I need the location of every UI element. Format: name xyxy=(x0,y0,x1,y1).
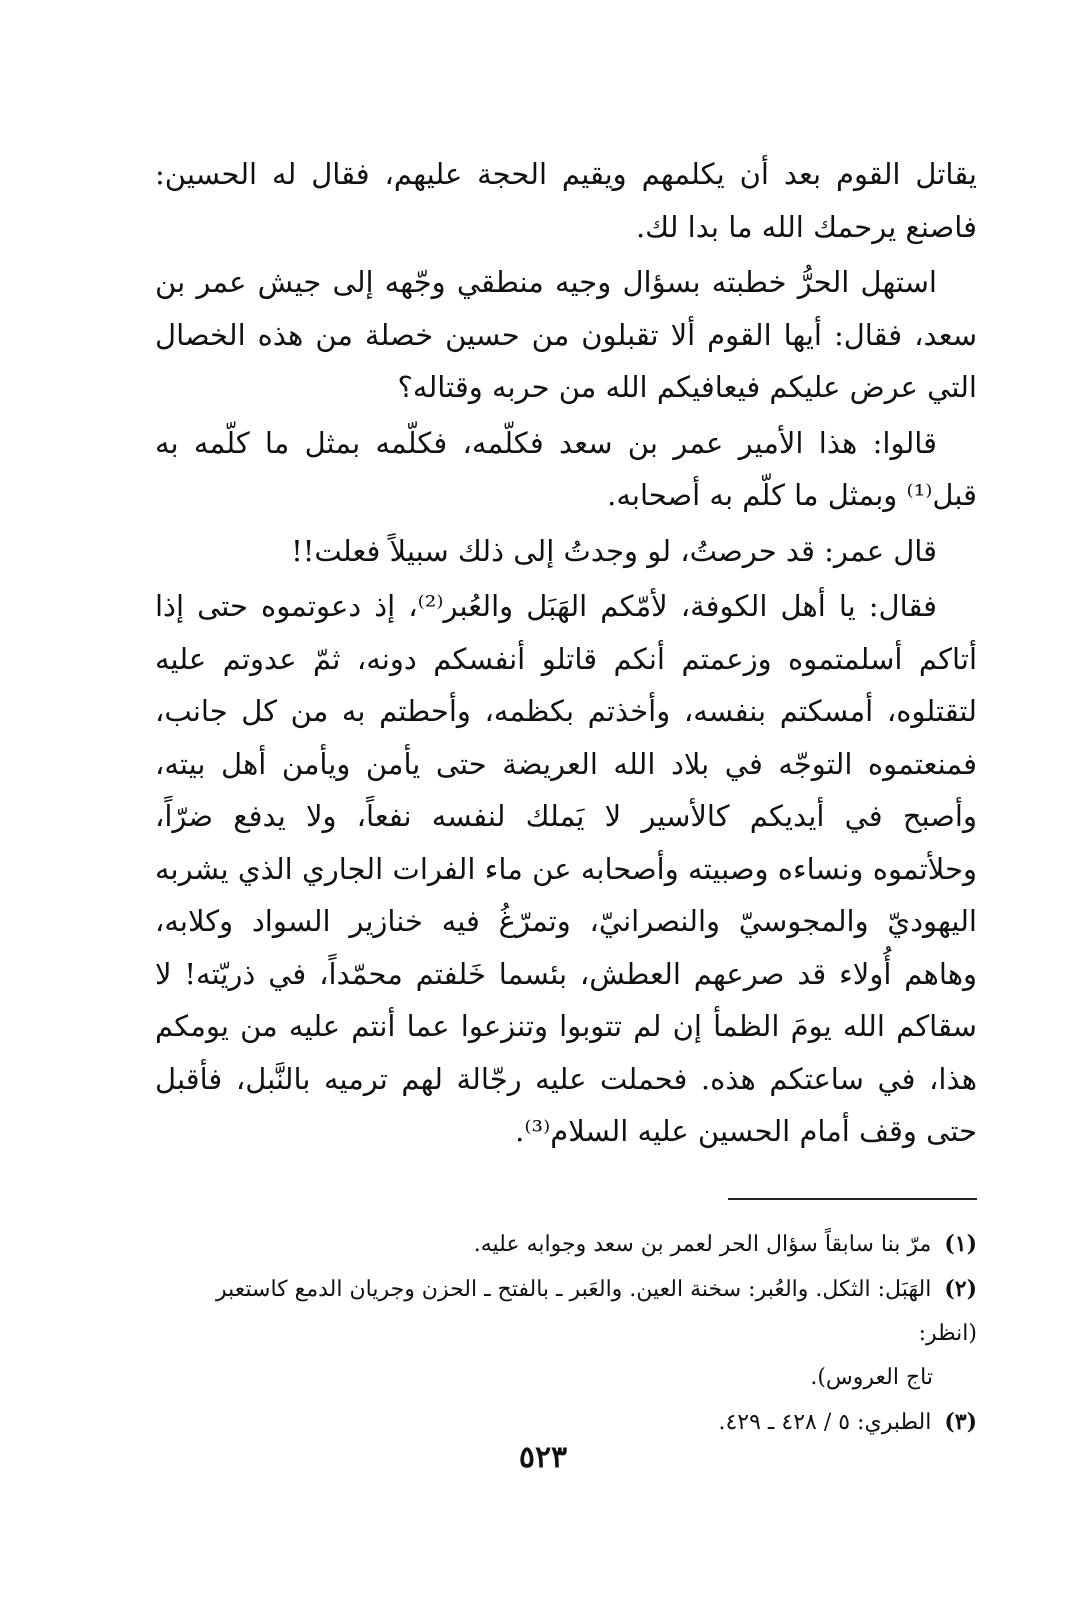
paragraph-2: استهل الحرُّ خطبته بسؤال وجيه منطقي وجّهه إلى جيش عمر بن سعد، فقال: أيها القوم ألا تقبلون من حسين خصلة من هذه الخصال التي عرض عليكم فيعافيكم الله من حربه وقتاله؟ xyxy=(155,265,977,404)
footnote-3 xyxy=(155,1400,977,1445)
footnote-number: (١) xyxy=(944,1231,977,1257)
footnote-2-continuation: تاج العروس). xyxy=(810,1365,933,1390)
main-text xyxy=(155,148,977,1161)
footnote-text: الهَبَل: الثكل. والعُبر: سخنة العين. والعَبر ـ بالفتح ـ الحزن وجريان الدمع كاستعبر (انظر: xyxy=(215,1277,977,1346)
footnote-text: الطبري: ٥ / ٤٢٨ ـ ٤٢٩. xyxy=(718,1410,932,1435)
footnote-1 xyxy=(155,1222,977,1267)
footnote-number: (٣) xyxy=(944,1409,977,1435)
footnote-text: مرّ بنا سابقاً سؤال الحر لعمر بن سعد وجوابه عليه. xyxy=(473,1232,932,1257)
footnote-number: (٢) xyxy=(944,1276,977,1302)
paragraph-1: يقاتل القوم بعد أن يكلمهم ويقيم الحجة عليهم، فقال له الحسين: فاصنع يرحمك الله ما بدا لك. xyxy=(155,157,977,244)
footnotes xyxy=(155,1222,977,1445)
paragraph-4: قال عمر: قد حرصتُ، لو وجدتُ إلى ذلك سبيلاً فعلت!! xyxy=(291,533,937,568)
paragraph-3: قالوا: هذا الأمير عمر بن سعد فكلّمه، فكلّمه بمثل ما كلّمه به قبل⁽¹⁾ وبمثل ما كلّم به أصحابه. xyxy=(155,425,977,512)
page-number: ٥٢٣ xyxy=(518,1440,568,1475)
paragraph-5: فقال: يا أهل الكوفة، لأمّكم الهَبَل والعُبر⁽²⁾، إذ دعوتموه حتى إذا أتاكم أسلمتموه وزعمتم أنكم قاتلو أنفسكم دونه، ثمّ عدوتم عليه لتقتلوه، أمسكتم بنفسه، وأخذتم بكظمه، وأحطتم به من كل جانب، فمنعتموه التوجّه في بلاد الله العريضة حتى يأمن ويأمن أهل بيته، وأصبح في أيديكم كالأسير لا يَملك لنفسه نفعاً، ولا يدفع ضرّاً، وحلأتموه ونساءه وصبيته وأصحابه عن ماء الفرات الجاري الذي يشربه اليهوديّ والمجوسيّ والنصرانيّ، وتمرّغُ فيه خنازير السواد وكلابه، وهاهم أُولاء قد صرعهم العطش، بئسما خَلفتم محمّداً، في ذريّته! لا سقاكم الله يومَ الظمأ إن لم تتوبوا وتنزعوا عما أنتم عليه من يومكم هذا، في ساعتكم هذه. فحملت عليه رجّالة لهم ترميه بالنَّبل، فأقبل حتى وقف أمام الحسين عليه السلام⁽³⁾. xyxy=(155,589,977,1148)
footnote-2 xyxy=(155,1267,977,1356)
footnote-divider xyxy=(728,1198,977,1200)
